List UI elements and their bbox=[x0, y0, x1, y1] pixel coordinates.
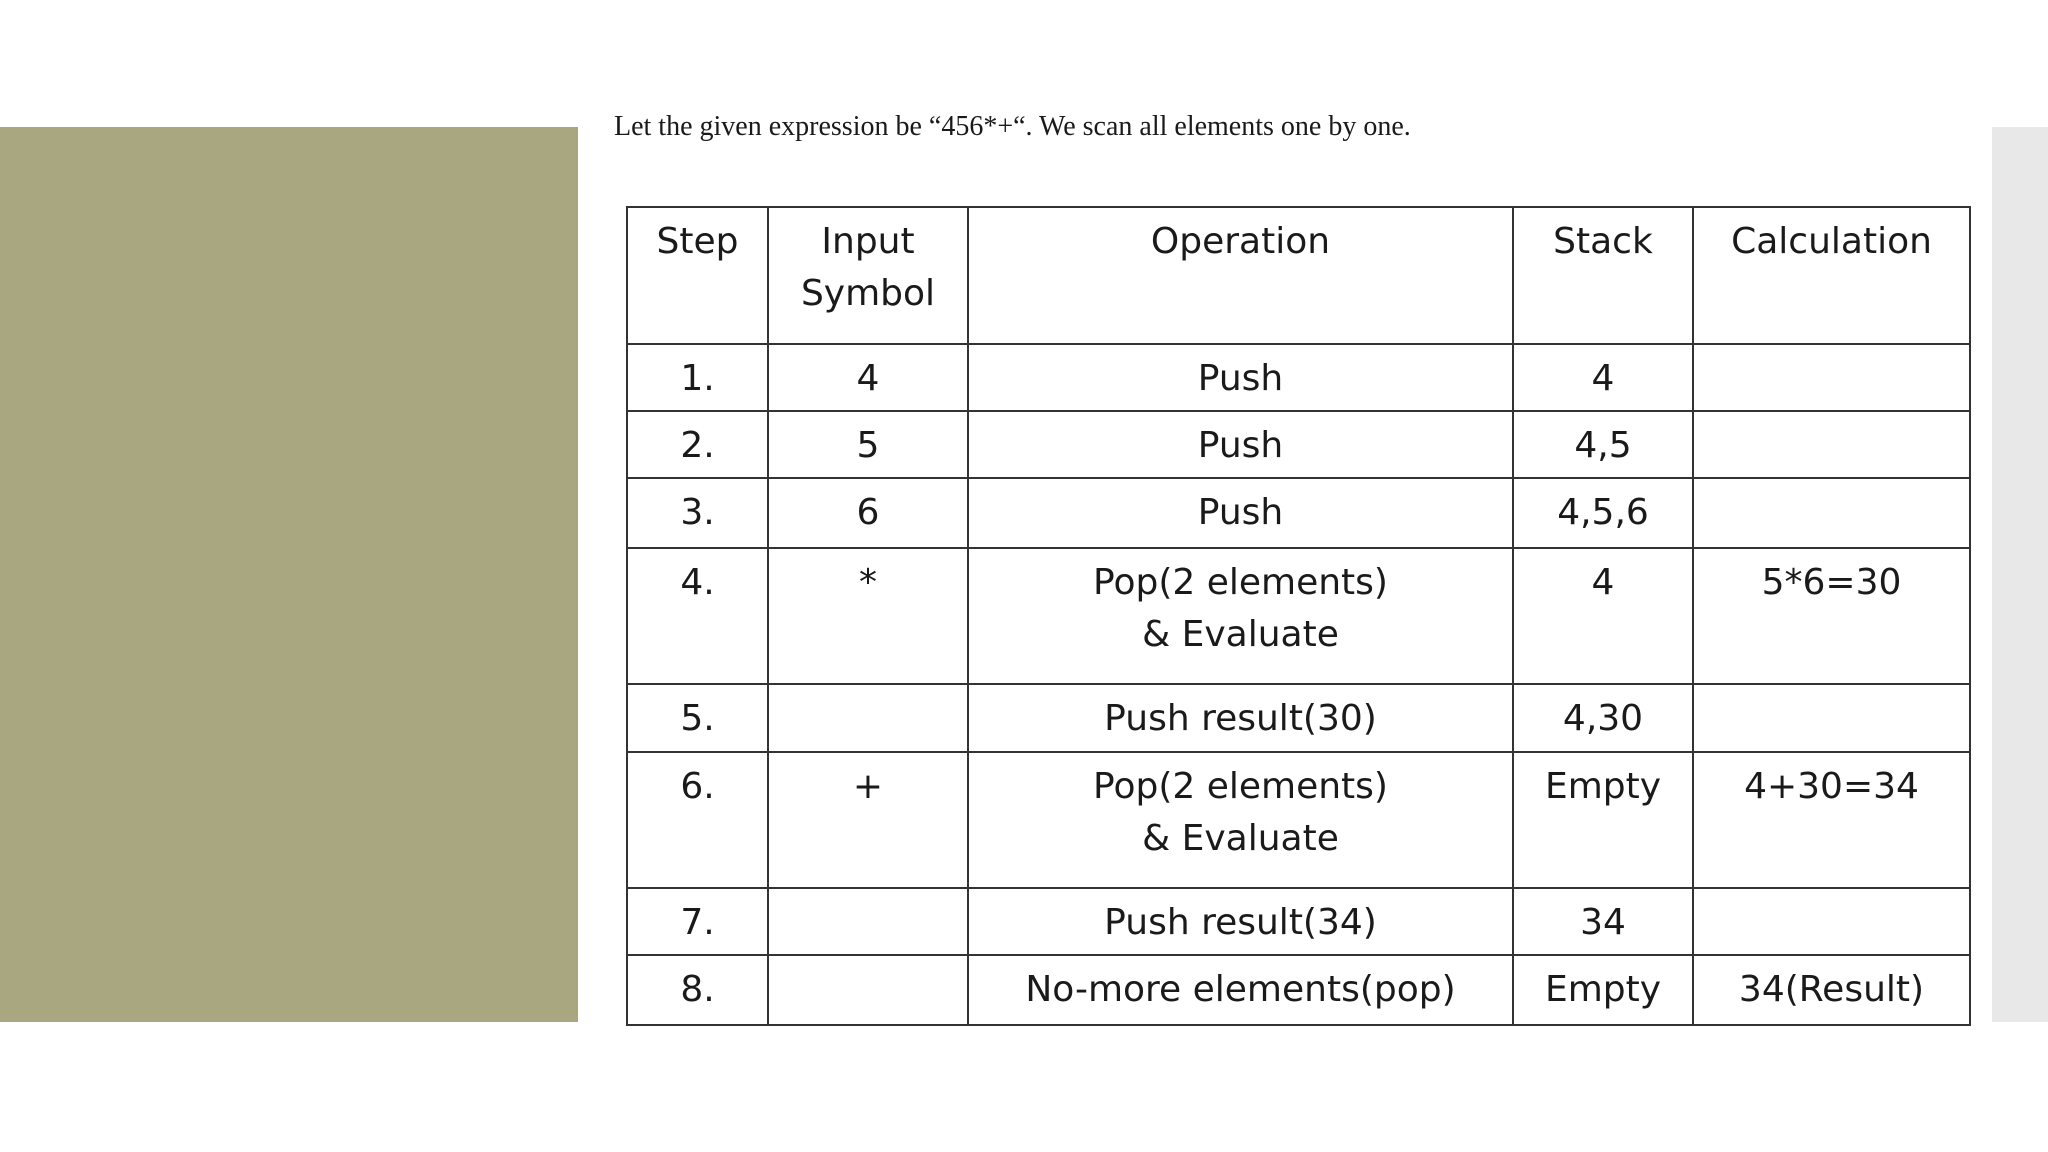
header-calculation: Calculation bbox=[1693, 207, 1970, 344]
cell-operation bbox=[968, 888, 1513, 955]
table-header-row bbox=[627, 207, 1970, 344]
operation-line: & Evaluate bbox=[1142, 614, 1339, 656]
table-row bbox=[627, 411, 1970, 478]
cell-input bbox=[768, 684, 968, 751]
cell-input bbox=[768, 955, 968, 1025]
cell-step: 1. bbox=[627, 344, 768, 411]
operation-line: Push result(34) bbox=[1104, 901, 1377, 943]
cell-operation bbox=[968, 478, 1513, 548]
table-row bbox=[627, 888, 1970, 955]
cell-stack: Empty bbox=[1513, 752, 1693, 888]
cell-calculation bbox=[1693, 478, 1970, 548]
operation-line: Push bbox=[1197, 492, 1284, 534]
right-decorative-strip bbox=[1992, 127, 2048, 1022]
cell-step: 6. bbox=[627, 752, 768, 888]
cell-step: 4. bbox=[627, 548, 768, 684]
cell-stack: 4,5,6 bbox=[1513, 478, 1693, 548]
header-input-line1: Input bbox=[821, 221, 915, 262]
cell-operation bbox=[968, 344, 1513, 411]
cell-step: 5. bbox=[627, 684, 768, 751]
cell-calculation bbox=[1693, 888, 1970, 955]
operation-line: & Evaluate bbox=[1142, 817, 1339, 859]
cell-stack: 34 bbox=[1513, 888, 1693, 955]
header-input-symbol bbox=[768, 207, 968, 344]
cell-input: + bbox=[768, 752, 968, 888]
operation-line: Push bbox=[1197, 358, 1284, 399]
cell-stack: 4,5 bbox=[1513, 411, 1693, 478]
cell-calculation: 4+30=34 bbox=[1693, 752, 1970, 888]
cell-step: 8. bbox=[627, 955, 768, 1025]
table-row bbox=[627, 752, 1970, 888]
cell-calculation: 5*6=30 bbox=[1693, 548, 1970, 684]
cell-operation bbox=[968, 411, 1513, 478]
intro-text: Let the given expression be “456*+“. We scan all elements one by one. bbox=[614, 111, 1411, 142]
cell-stack: 4 bbox=[1513, 344, 1693, 411]
operation-line: Pop(2 elements) bbox=[1093, 765, 1388, 807]
table-row bbox=[627, 955, 1970, 1025]
operation-line: Pop(2 elements) bbox=[1093, 562, 1388, 604]
cell-stack: 4 bbox=[1513, 548, 1693, 684]
cell-input: 4 bbox=[768, 344, 968, 411]
table-row bbox=[627, 684, 1970, 751]
cell-operation bbox=[968, 955, 1513, 1025]
table-row bbox=[627, 344, 1970, 411]
operation-line: Push bbox=[1197, 425, 1284, 467]
cell-input: * bbox=[768, 548, 968, 684]
cell-operation bbox=[968, 548, 1513, 684]
cell-calculation bbox=[1693, 411, 1970, 478]
header-step: Step bbox=[627, 207, 768, 344]
cell-input: 6 bbox=[768, 478, 968, 548]
cell-calculation bbox=[1693, 344, 1970, 411]
cell-step: 3. bbox=[627, 478, 768, 548]
left-decorative-panel bbox=[0, 127, 578, 1022]
cell-step: 7. bbox=[627, 888, 768, 955]
table-row bbox=[627, 478, 1970, 548]
cell-input: 5 bbox=[768, 411, 968, 478]
operation-line: No-more elements(pop) bbox=[1025, 968, 1456, 1010]
cell-step: 2. bbox=[627, 411, 768, 478]
operation-line: Push result(30) bbox=[1104, 698, 1377, 740]
cell-stack: Empty bbox=[1513, 955, 1693, 1025]
cell-operation bbox=[968, 752, 1513, 888]
evaluation-table bbox=[626, 206, 1971, 1026]
header-input-line2: Symbol bbox=[800, 273, 936, 314]
cell-calculation bbox=[1693, 684, 1970, 751]
table-row bbox=[627, 548, 1970, 684]
cell-calculation: 34(Result) bbox=[1693, 955, 1970, 1025]
cell-operation bbox=[968, 684, 1513, 751]
header-stack: Stack bbox=[1513, 207, 1693, 344]
header-operation: Operation bbox=[968, 207, 1513, 344]
cell-input bbox=[768, 888, 968, 955]
cell-stack: 4,30 bbox=[1513, 684, 1693, 751]
